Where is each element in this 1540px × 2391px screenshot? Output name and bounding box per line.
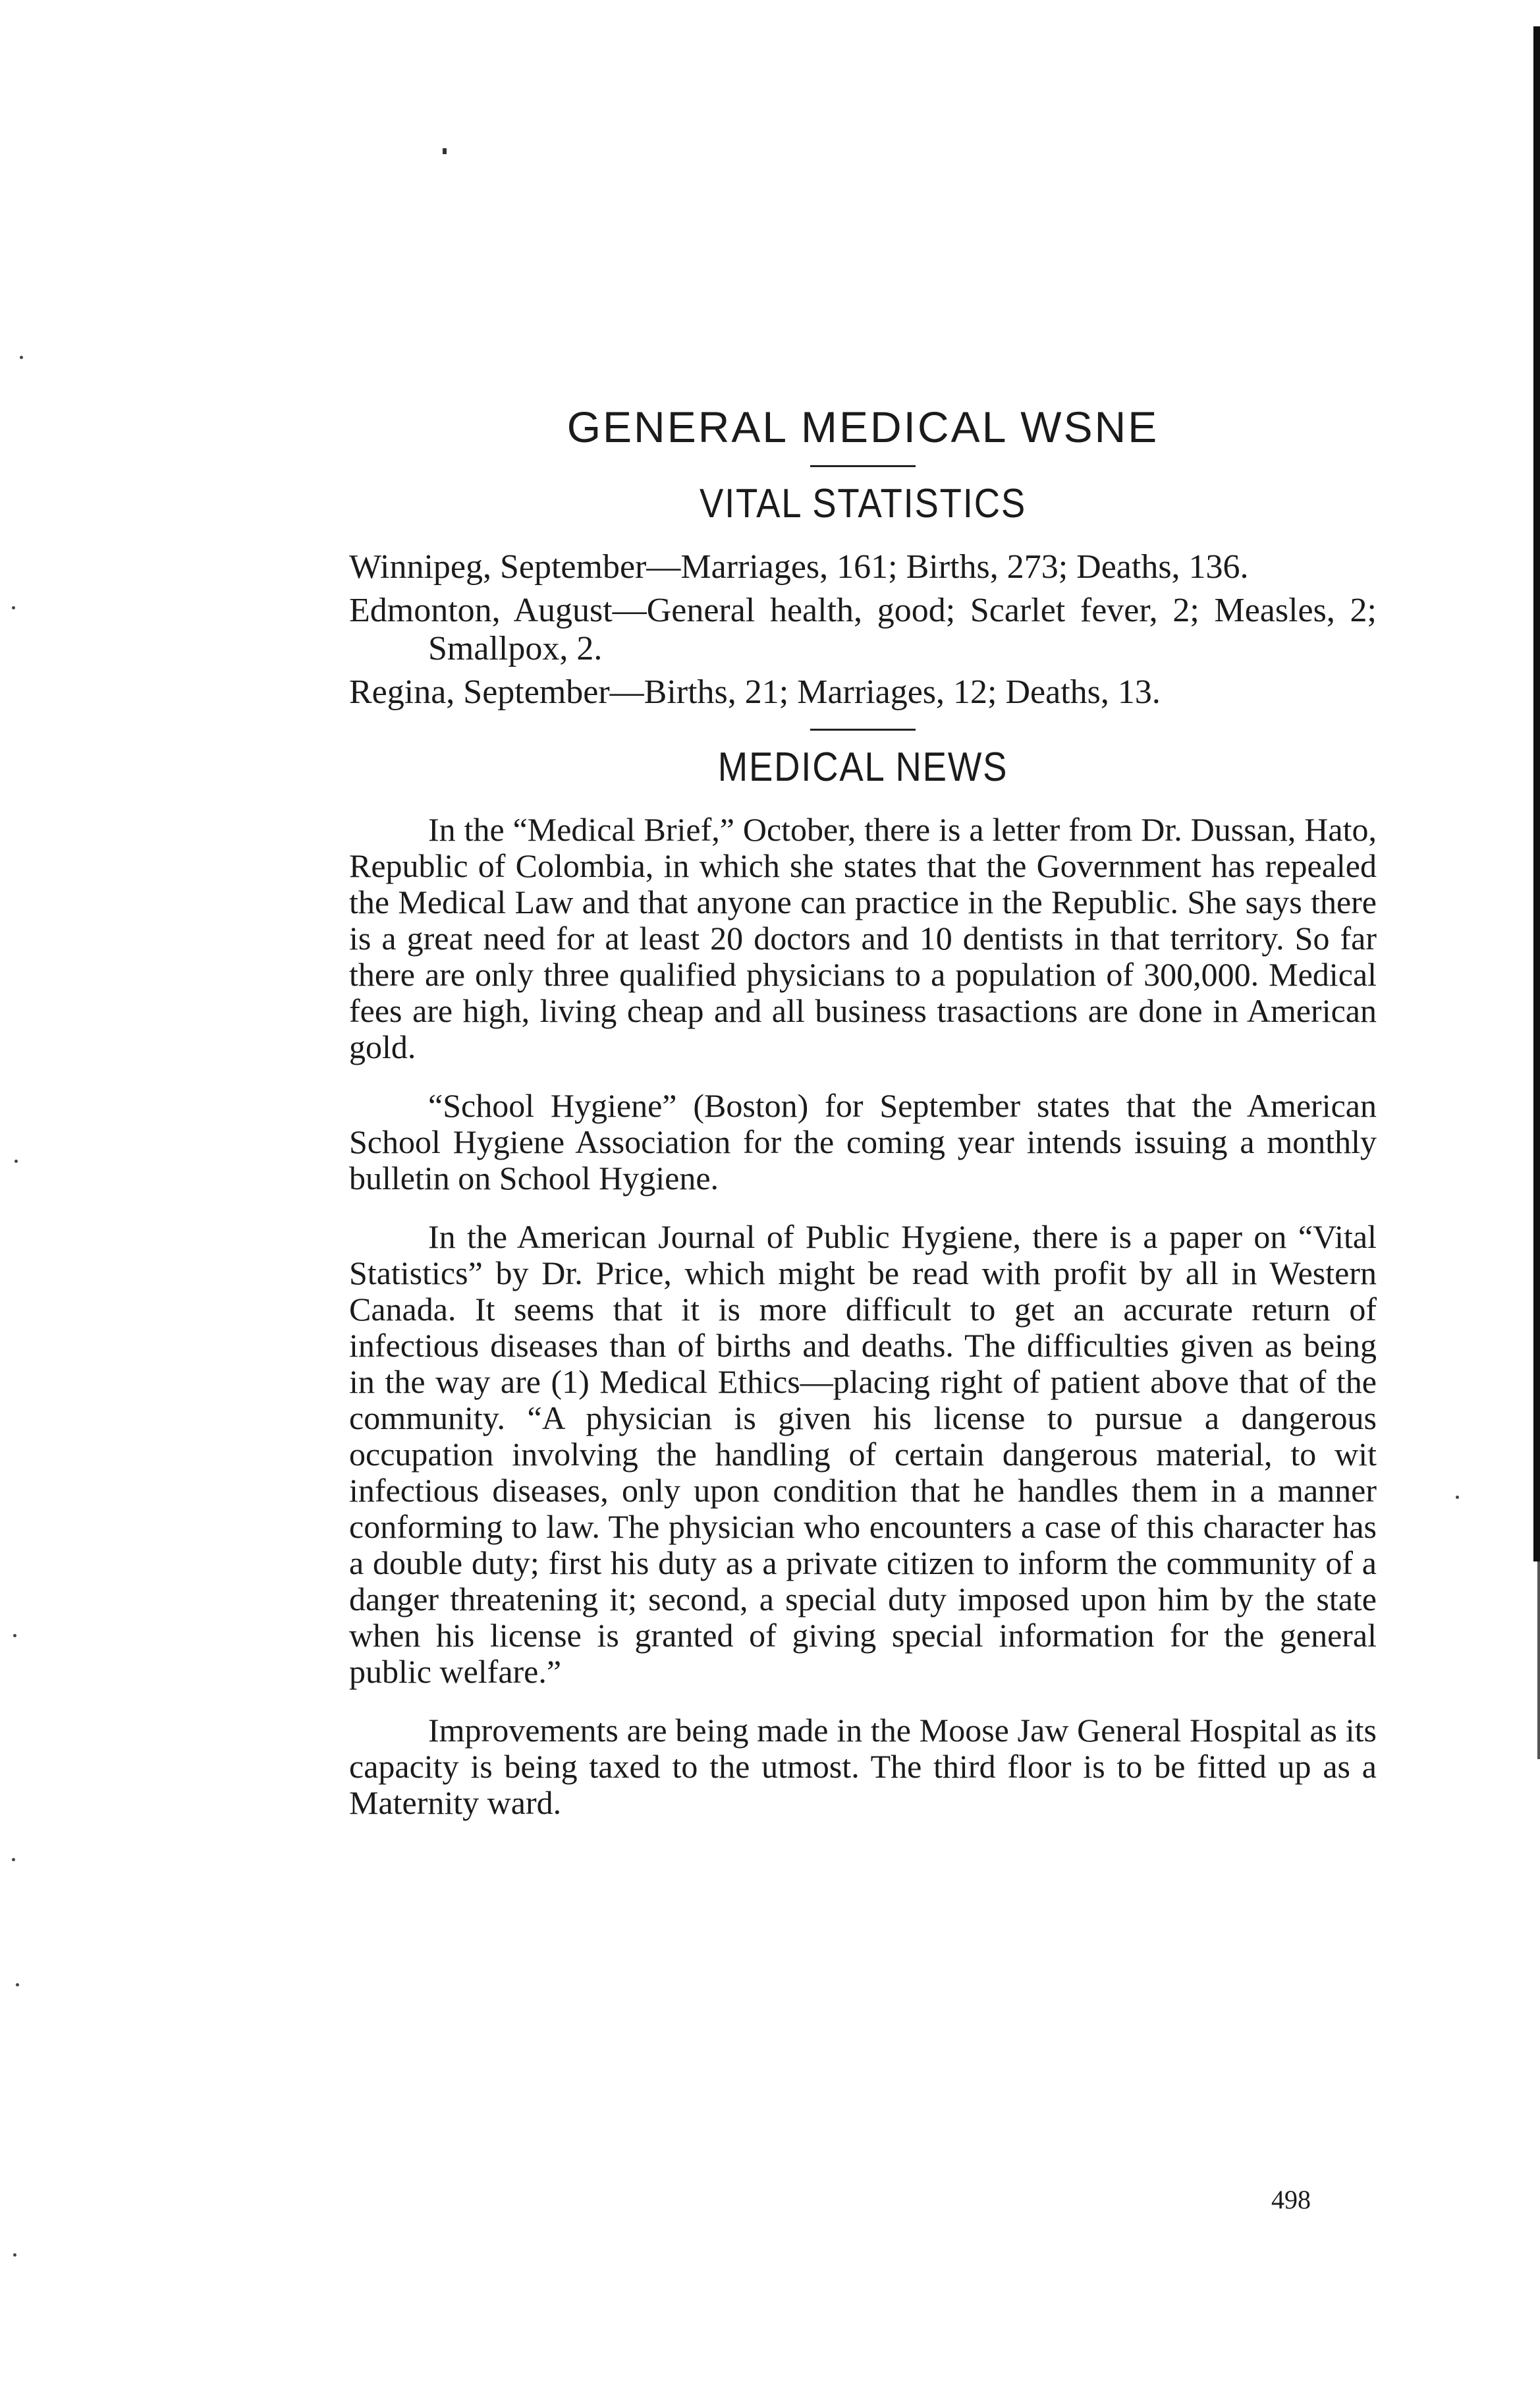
binding-edge-lower bbox=[1537, 1561, 1540, 1759]
news-paragraph: In the “Medical Brief,” October, there is a letter from Dr. Dussan, Hato, Republic of Colombia, in which she states that the Government has repealed the Medical Law and that anyone can practice in the Republic. She says there is a great need for at least 20 doctors and 10 dentists in that territory. So far there are only three qualified physicians to a population of 300,000. Medical fees are high, living cheap and all business trasactions are done in American gold. bbox=[349, 811, 1377, 1065]
running-head: GENERAL MEDICAL WSNE bbox=[566, 403, 1159, 451]
margin-speck bbox=[16, 1983, 19, 1986]
margin-speck bbox=[1456, 1496, 1459, 1499]
ink-speck bbox=[443, 148, 447, 154]
margin-speck bbox=[13, 2253, 16, 2257]
margin-speck bbox=[14, 1160, 18, 1163]
page-number: 498 bbox=[1271, 2185, 1311, 2214]
margin-speck bbox=[13, 1634, 16, 1637]
stat-entry-regina: Regina, September—Births, 21; Marriages, 12; Deaths, 13. bbox=[349, 673, 1161, 711]
vital-statistics-list bbox=[349, 548, 1377, 712]
stat-entry-edmonton: Edmonton, August—General health, good; Scarlet fever, 2; Measles, 2; Smallpox, 2. bbox=[349, 592, 1377, 667]
section-divider bbox=[810, 729, 916, 731]
news-paragraph: “School Hygiene” (Boston) for September states that the American School Hygiene Association for the coming year intends issuing a monthly bulletin on School Hygiene. bbox=[349, 1087, 1377, 1196]
margin-speck bbox=[12, 1858, 15, 1861]
section-title-vital-statistics: VITAL STATISTICS bbox=[699, 481, 1027, 526]
margin-speck bbox=[20, 356, 23, 359]
stat-entry-winnipeg: Winnipeg, September—Marriages, 161; Births, 273; Deaths, 136. bbox=[349, 548, 1249, 586]
page-content bbox=[349, 402, 1377, 1843]
news-paragraph: Improvements are being made in the Moose Jaw General Hospital as its capacity is being taxed to the utmost. The third floor is to be fitted up as a Maternity ward. bbox=[349, 1712, 1377, 1821]
binding-edge bbox=[1533, 26, 1540, 1561]
news-paragraph: In the American Journal of Public Hygiene, there is a paper on “Vital Statistics” by Dr. Price, which might be read with profit by all in Western Canada. It seems that it is more difficult to get an accurate return of infectious diseases than of births and deaths. The difficulties given as being in the way are (1) Medical Ethics—placing right of patient above that of the community. “A physician is given his license to pursue a dangerous occupation involving the handling of certain dangerous material, to wit infectious diseases, only upon condition that he handles them in a manner conforming to law. The physician who encounters a case of this character has a double duty; first his duty as a private citizen to inform the community of a danger threatening it; second, a special duty imposed upon him by the state when his license is granted of giving special information for the general public welfare.” bbox=[349, 1218, 1377, 1690]
margin-speck bbox=[12, 606, 15, 609]
section-divider bbox=[810, 465, 916, 467]
section-title-medical-news: MEDICAL NEWS bbox=[717, 745, 1008, 790]
